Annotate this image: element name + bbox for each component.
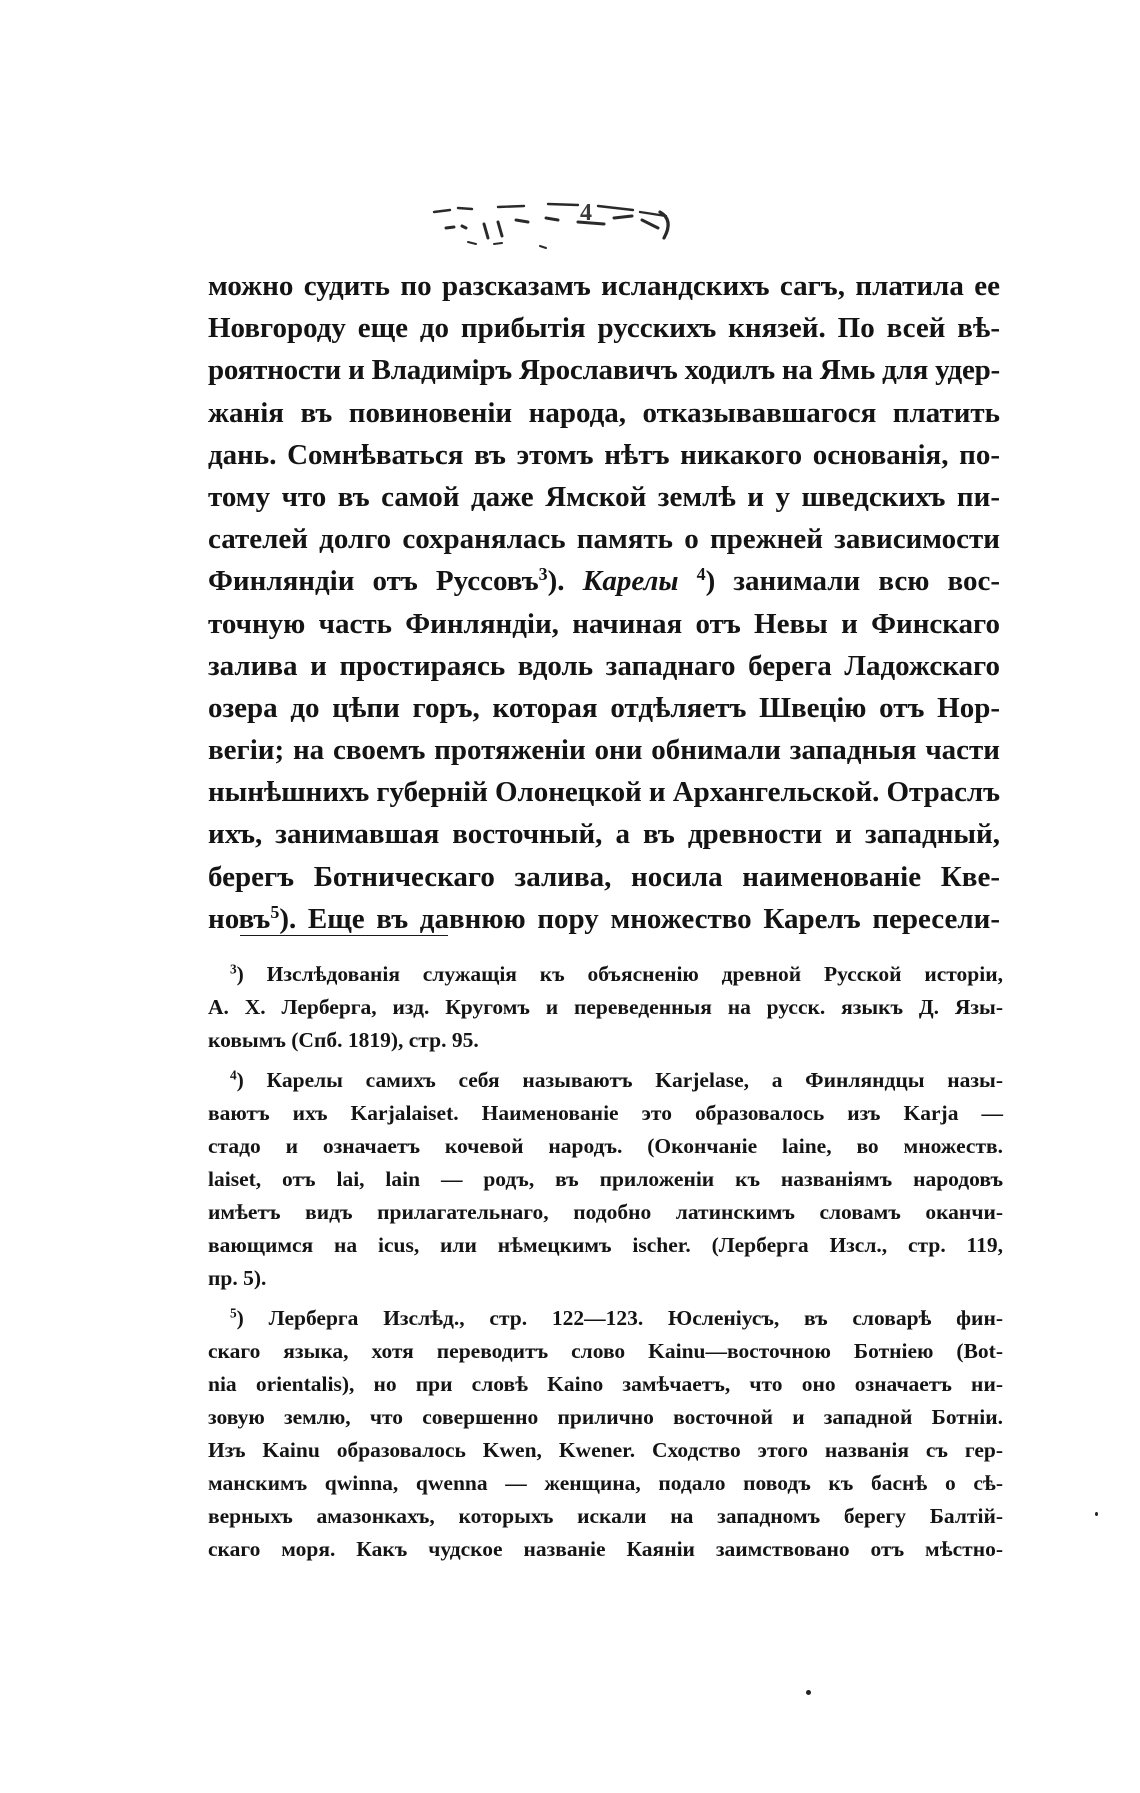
footnote-line: Изъ Kainu образовалось Kwen, Kwener. Сходство этого названія съ гер- — [208, 1438, 1003, 1462]
main-text-line: Новгороду еще до прибытія русскихъ князей. По всей вѣ- — [208, 312, 1000, 345]
footnote-line: $^4$) Карелы самихъ себя называютъ Karjelase, а Финляндцы назы- — [230, 1067, 1003, 1092]
main-text-line: новъ$^5$). Еще въ давнюю пору множество Карелъ пересели- — [208, 901, 1000, 935]
footnote-line: $^5$) Лерберга Изслѣд., стр. 122—123. Юсленіусъ, въ словарѣ фин- — [230, 1305, 1003, 1330]
main-text-line: Финляндіи отъ Руссовъ$^3$). Карелы $^4$) занимали всю вос- — [208, 564, 1001, 598]
footnotes — [208, 958, 1003, 1573]
footnote-5 — [208, 1302, 1003, 1566]
footnote-line: манскимъ qwinna, qwenna — женщина, подало поводъ къ баснѣ о сѣ- — [208, 1471, 1003, 1495]
main-text-line: точную часть Финляндіи, начиная отъ Невы и Финскаго — [208, 607, 1000, 640]
footnote-line: А. Х. Лерберга, изд. Кругомъ и переведенныя на русск. языкъ Д. Язы- — [208, 995, 1003, 1019]
footnote-line: стадо и означаетъ кочевой народъ. (Окончаніе laine, во множеств. — [208, 1134, 1003, 1158]
main-text-line: дань. Сомнѣваться въ этомъ нѣтъ никакого основанія, по- — [208, 438, 1000, 471]
footnote-line: nia orientalis), но при словѣ Kaino замѣчаетъ, что оно означаетъ ни- — [208, 1372, 1003, 1396]
footnote-line: вающимся на icus, или нѣмецкимъ ischer. (Лерберга Изсл., стр. 119, — [208, 1233, 1003, 1257]
main-text-body — [208, 265, 1000, 940]
main-text-line: вегіи; на своемъ протяженіи они обнимали западныя части — [208, 734, 1000, 767]
footnote-line: скаго моря. Какъ чудское названіе Каяніи заимствовано отъ мѣстно- — [208, 1537, 1003, 1561]
footnote-line: ковымъ (Спб. 1819), стр. 95. — [208, 1028, 479, 1052]
footnote-line: верныхъ амазонкахъ, которыхъ искали на западномъ берегу Балтій- — [208, 1504, 1003, 1528]
footnote-line: имѣетъ видъ прилагательнаго, подобно латинскимъ словамъ оканчи- — [208, 1200, 1003, 1224]
main-text-line: роятности и Владиміръ Ярославичъ ходилъ на Ямь для удер- — [208, 354, 1000, 387]
footnote-mark: 3 — [230, 961, 237, 977]
print-speck — [1095, 1512, 1098, 1516]
main-text-line: берегъ Ботническаго залива, носила наименованіе Кве- — [208, 860, 1000, 893]
footnote-3 — [208, 958, 1003, 1057]
footnote-reference: 3 — [538, 564, 548, 585]
footnote-separator — [240, 935, 448, 936]
footnote-mark: 4 — [230, 1067, 237, 1083]
main-text-line: тому что въ самой даже Ямской землѣ и у шведскихъ пи- — [208, 480, 1000, 513]
main-text-line: сателей долго сохранялась память о прежней зависимости — [208, 523, 1000, 556]
footnote-line: пр. 5). — [208, 1266, 267, 1290]
main-text-line: залива и простираясь вдоль западнаго берега Ладожскаго — [208, 649, 1000, 682]
main-text-line: ихъ, занимавшая восточный, а въ древности и западный, — [208, 818, 1000, 851]
footnote-line: $^3$) Изслѣдованія служащія къ объясненію древной Русской исторіи, — [230, 961, 1003, 986]
page-number: 4 — [580, 200, 592, 226]
footnote-reference: 4 — [696, 564, 706, 585]
main-text-line: жанія въ повиновеніи народа, отказывавшагося платить — [208, 396, 1000, 429]
print-speck — [806, 1690, 811, 1695]
main-text-line: нынѣшнихъ губерній Олонецкой и Архангельской. Отраслъ — [208, 776, 1000, 809]
footnote-line: скаго языка, хотя переводитъ слово Kainu—восточною Ботніею (Bot- — [208, 1339, 1003, 1363]
footnote-4 — [208, 1064, 1003, 1295]
footnote-line: зовую землю, что совершенно прилично восточной и западной Ботніи. — [208, 1405, 1003, 1429]
footnote-line: laiset, отъ lai, lain — родъ, въ приложеніи къ названіямъ народовъ — [208, 1167, 1003, 1191]
main-text-line: озера до цѣпи горъ, которая отдѣляетъ Швецію отъ Нор- — [208, 691, 1000, 724]
footnote-mark: 5 — [230, 1305, 237, 1321]
main-text-line: можно судить по разсказамъ исландскихъ сагъ, платила ее — [208, 270, 1000, 302]
footnote-line: ваютъ ихъ Karjalaiset. Наименованіе это образовалось изъ Karja — — [208, 1101, 1003, 1125]
footnote-reference: 5 — [270, 901, 280, 922]
